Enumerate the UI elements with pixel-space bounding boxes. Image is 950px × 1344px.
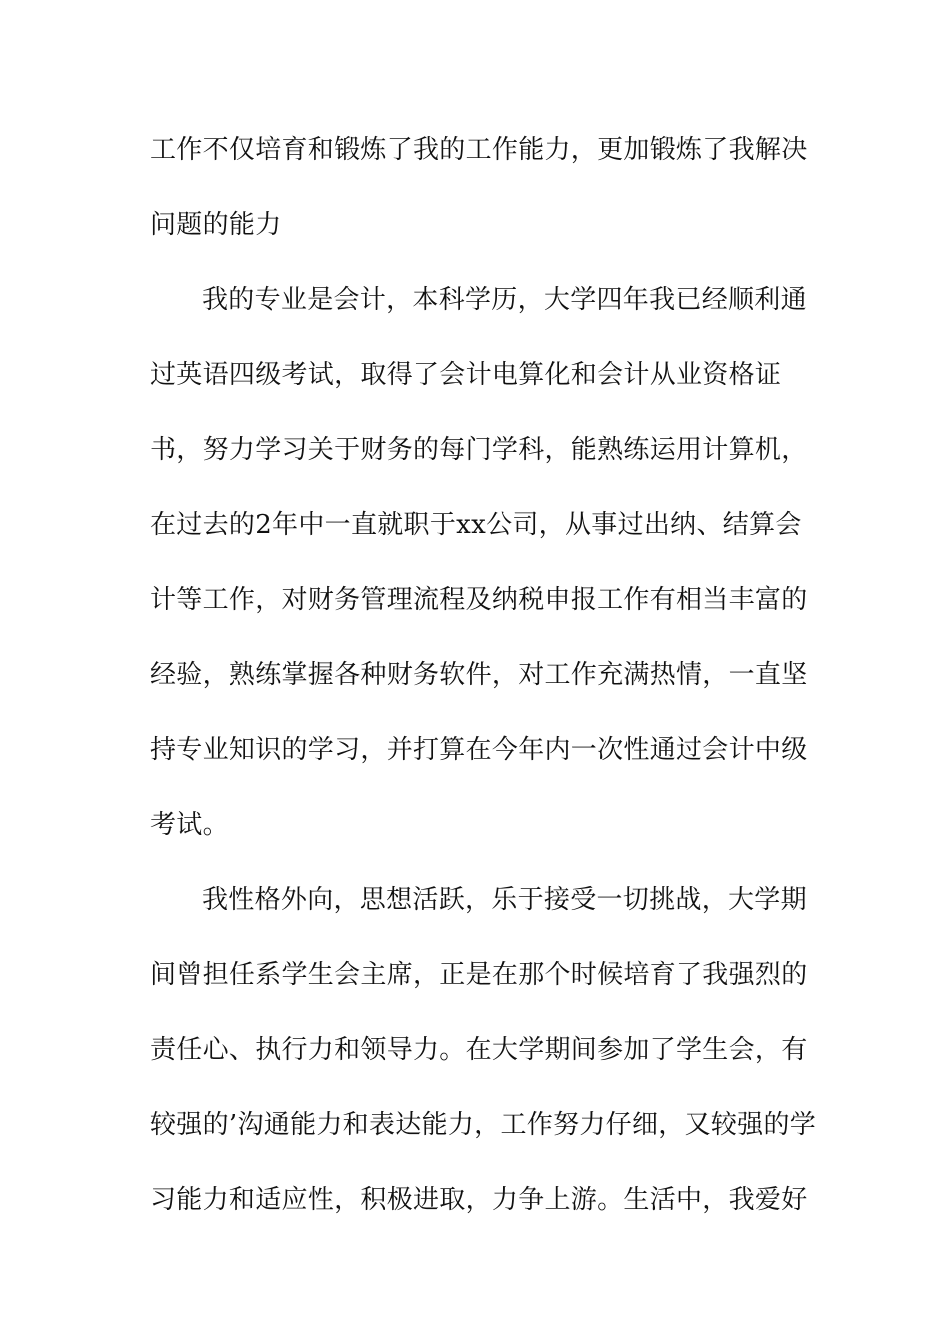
paragraph-start-line: 我的专业是会计，本科学历，大学四年我已经顺利通	[202, 285, 807, 315]
text-line: 问题的能力	[150, 210, 282, 240]
text-line: 计等工作，对财务管理流程及纳税申报工作有相当丰富的	[150, 585, 808, 615]
text-line: 经验，熟练掌握各种财务软件，对工作充满热情，一直坚	[150, 660, 808, 690]
text-line: 间曾担任系学生会主席，正是在那个时候培育了我强烈的	[150, 960, 808, 990]
text-line: 工作不仅培育和锻炼了我的工作能力，更加锻炼了我解决	[150, 135, 808, 165]
text-line: 书，努力学习关于财务的每门学科，能熟练运用计算机，	[150, 435, 808, 465]
paragraph-start-line: 我性格外向，思想活跃，乐于接受一切挑战，大学期	[202, 885, 807, 915]
text-line: 习能力和适应性，积极进取，力争上游。生活中，我爱好	[150, 1185, 808, 1215]
text-line: 持专业知识的学习，并打算在今年内一次性通过会计中级	[150, 735, 808, 765]
text-line: 考试。	[150, 810, 229, 840]
text-line: 在过去的2年中一直就职于xx公司，从事过出纳、结算会	[150, 510, 802, 540]
text-line: 过英语四级考试，取得了会计电算化和会计从业资格证	[150, 360, 782, 390]
text-line: 较强的’沟通能力和表达能力，工作努力仔细，又较强的学	[150, 1110, 817, 1140]
text-line: 责任心、执行力和领导力。在大学期间参加了学生会，有	[150, 1035, 808, 1065]
